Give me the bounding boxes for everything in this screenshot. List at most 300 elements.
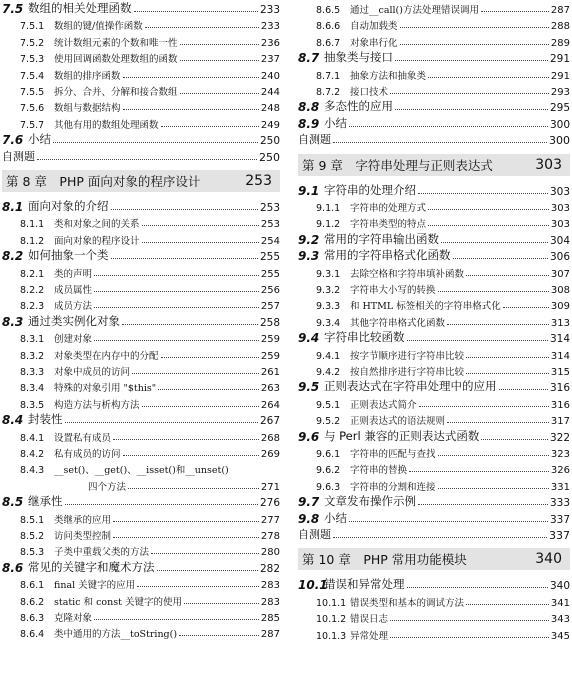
entry-number: 8.9 [298, 116, 320, 131]
entry-page: 250 [259, 150, 280, 164]
entry-title: 统计数组元素的个数和唯一性 [54, 37, 178, 49]
entry-number: 8.5.3 [20, 547, 45, 559]
entry-number: 9.3.2 [316, 285, 341, 296]
dot-leader [122, 324, 258, 325]
dot-leader [466, 275, 549, 276]
entry-page: 268 [260, 432, 280, 444]
chapter-title: 第 9 章 字符串处理与正则表达式 [302, 157, 493, 173]
entry-page: 295 [549, 102, 570, 115]
entry-title: 文章发布操作示例 [324, 494, 416, 509]
entry-page: 237 [260, 54, 280, 66]
entry-page: 289 [550, 37, 570, 49]
entry-number: 8.6 [2, 560, 24, 575]
dot-leader [390, 93, 549, 94]
entry-page: 314 [549, 333, 570, 346]
subsection-entry [2, 49, 280, 65]
entry-number: 8.6.7 [316, 37, 341, 49]
entry-number: 8.2.1 [20, 268, 45, 280]
subsection-entry [298, 346, 570, 362]
dot-leader [409, 471, 549, 472]
subsection-entry [2, 460, 280, 476]
entry-page: 306 [549, 251, 570, 264]
dot-leader [499, 389, 548, 390]
entry-page: 233 [259, 4, 280, 16]
entry-title: 对象类型在内存中的分配 [54, 350, 159, 362]
dot-leader [53, 142, 258, 143]
dot-leader [161, 357, 259, 358]
entry-title: 小结 [28, 132, 51, 147]
entry-number: 9.1 [298, 183, 320, 198]
entry-page: 303 [549, 185, 570, 198]
entry-number: 9.7 [298, 495, 320, 510]
dot-leader [94, 307, 259, 308]
entry-title: 自测题 [298, 528, 331, 541]
entry-title: 类和对象之间的关系 [54, 219, 140, 231]
entry-number: 10.1.3 [316, 630, 347, 642]
section-entry [2, 0, 280, 16]
entry-page: 240 [260, 70, 280, 82]
entry-number: 7.5.7 [20, 119, 45, 131]
self-test-entry [298, 526, 570, 542]
entry-number: 7.5.6 [20, 103, 45, 115]
entry-title: 字符串的处理方式 [350, 203, 427, 214]
entry-title: 常用的字符串格式化函数 [324, 248, 451, 263]
subsection-entry [2, 378, 280, 394]
subsection-entry [2, 592, 280, 608]
subsection-entry [2, 575, 280, 591]
entry-number: 7.5 [2, 2, 24, 16]
dot-leader [113, 521, 259, 522]
entry-page: 316 [550, 399, 570, 411]
subsection-entry [2, 624, 280, 640]
entry-number: 8.5.2 [20, 531, 45, 542]
entry-page: 341 [550, 597, 570, 609]
entry-number: 9.4.1 [316, 350, 341, 362]
chapter-heading [298, 548, 570, 570]
entry-number: 8.6.2 [20, 596, 45, 608]
section-entry [298, 231, 570, 247]
entry-title: 自测题 [298, 133, 331, 147]
entry-title: 错误日志 [350, 614, 389, 626]
subsection-entry [298, 296, 570, 312]
entry-title: 字符串的匹配与查找 [350, 449, 436, 460]
entry-page: 236 [260, 37, 280, 49]
dot-leader [134, 11, 258, 12]
entry-title: 访问类型控制 [54, 531, 112, 542]
entry-title: 继承性 [28, 494, 63, 509]
entry-page: 271 [260, 481, 280, 493]
subsection-entry [2, 329, 280, 345]
entry-page: 269 [260, 449, 280, 460]
entry-number: 8.1 [2, 200, 24, 214]
entry-number: 7.5.1 [20, 21, 45, 33]
entry-title: 去除空格和字符串填补函数 [350, 268, 465, 280]
entry-title: 数组的相关处理函数 [28, 1, 132, 15]
entry-title: 字符串比较函数 [324, 330, 405, 345]
entry-page: 248 [260, 103, 280, 115]
entry-page: 261 [260, 367, 280, 378]
dot-leader [438, 488, 549, 489]
entry-page: 253 [260, 219, 280, 231]
entry-title: 小结 [324, 115, 347, 130]
entry-title: 接口技术 [350, 87, 389, 98]
subsection-entry [2, 66, 280, 82]
entry-page: 255 [259, 251, 280, 264]
entry-title: 通过__call()方法处理错误调用 [350, 5, 479, 16]
entry-title: 四个方法 [88, 481, 127, 493]
dot-leader [390, 637, 549, 638]
chapter-title: 第 8 章 PHP 面向对象的程序设计 [6, 174, 201, 189]
entry-page: 308 [550, 285, 570, 296]
entry-number: 9.6.3 [316, 481, 341, 493]
dot-leader [151, 553, 259, 554]
entry-page: 264 [260, 399, 280, 411]
entry-page: 317 [550, 416, 570, 428]
entry-number: 8.3.2 [20, 350, 45, 362]
dot-leader [111, 209, 258, 210]
entry-page: 259 [260, 350, 280, 362]
dot-leader [466, 604, 549, 605]
subsection-entry [2, 526, 280, 542]
entry-title: 错误和异常处理 [324, 577, 405, 592]
entry-number: 9.6.2 [316, 465, 341, 477]
subsection-entry [298, 82, 570, 98]
entry-title: static 和 const 关键字的使用 [54, 596, 182, 608]
dot-leader [142, 225, 259, 226]
entry-title: 异常处理 [350, 630, 389, 642]
subsection-entry [2, 33, 280, 49]
subsection-entry [2, 264, 280, 280]
dot-leader [111, 258, 258, 259]
entry-title: 多态性的应用 [324, 99, 393, 114]
entry-number: 8.2.3 [20, 301, 45, 313]
entry-number: 8.4.1 [20, 432, 45, 444]
dot-leader [407, 587, 548, 588]
entry-page: 314 [550, 350, 570, 362]
entry-number: 7.5.2 [20, 37, 45, 49]
dot-leader [466, 373, 549, 374]
entry-number: 7.5.5 [20, 87, 45, 98]
entry-title: 克隆对象 [54, 613, 93, 624]
dot-leader [128, 488, 259, 489]
entry-number: 7.6 [2, 133, 24, 148]
entry-page: 250 [259, 135, 280, 148]
entry-page: 340 [549, 580, 570, 593]
entry-title: 创建对象 [54, 334, 93, 346]
entry-number: 8.8 [298, 100, 320, 115]
subsection-entry [298, 33, 570, 49]
entry-page: 257 [260, 301, 280, 313]
entry-title: 小结 [324, 510, 347, 525]
entry-title: 字符串的替换 [350, 465, 408, 477]
entry-page: 343 [550, 614, 570, 626]
section-entry [298, 247, 570, 263]
dot-leader [419, 406, 549, 407]
dot-leader [180, 44, 259, 45]
entry-page: 291 [549, 53, 570, 66]
entry-title: 成员属性 [54, 285, 93, 296]
self-test-entry [298, 131, 570, 147]
entry-page: 278 [260, 531, 280, 542]
entry-number: 10.1.2 [316, 614, 347, 626]
entry-number: 8.4.3 [20, 465, 45, 477]
entry-number: 9.4.2 [316, 367, 341, 378]
entry-title: 错误类型和基本的调试方法 [350, 597, 465, 609]
entry-page: 300 [549, 118, 570, 131]
entry-page: 300 [549, 134, 570, 148]
dot-leader [65, 504, 258, 505]
dot-leader [481, 439, 548, 440]
entry-number: 8.5 [2, 495, 24, 510]
entry-page: 337 [549, 529, 570, 542]
entry-number: 8.6.3 [20, 613, 45, 624]
entry-page: 283 [260, 596, 280, 608]
dot-leader [37, 159, 257, 160]
dot-leader [142, 406, 259, 407]
entry-page: 283 [260, 580, 280, 592]
subsection-entry [2, 362, 280, 378]
entry-number: 9.4 [298, 331, 320, 346]
dot-leader [466, 357, 549, 358]
entry-title: 字符串类型的特点 [350, 219, 427, 231]
subsection-entry [2, 608, 280, 624]
entry-title: 抽象方法和抽象类 [350, 70, 427, 82]
entry-page: 303 [550, 219, 570, 231]
dot-leader [123, 77, 259, 78]
dot-leader [481, 11, 549, 12]
section-entry [298, 182, 570, 198]
entry-title: 按自然排序进行字符串比较 [350, 367, 465, 378]
section-entry [2, 131, 280, 147]
entry-page: 244 [260, 87, 280, 98]
entry-page: 337 [549, 513, 570, 526]
entry-page: 254 [260, 235, 280, 247]
section-entry [298, 493, 570, 509]
subsection-entry [298, 395, 570, 411]
entry-page: 303 [550, 203, 570, 214]
chapter-heading [2, 170, 280, 192]
dot-leader [123, 455, 259, 456]
entry-number: 8.3 [2, 314, 24, 329]
subsection-entry [2, 444, 280, 460]
entry-page: 280 [260, 547, 280, 559]
entry-number: 8.7 [298, 51, 320, 66]
entry-page: 233 [260, 21, 280, 33]
subsection-entry [2, 82, 280, 98]
entry-page: 249 [260, 119, 280, 131]
entry-title: 封装性 [28, 412, 63, 427]
entry-number: 9.1.1 [316, 203, 341, 214]
entry-title: 使用回调函数处理数组的函数 [54, 54, 178, 66]
dot-leader [503, 307, 549, 308]
entry-title: 常见的关键字和魔术方法 [28, 559, 155, 574]
entry-title: 正则表达式的语法规则 [350, 416, 446, 428]
entry-page: 293 [550, 87, 570, 98]
chapter-title: 第 10 章 PHP 常用功能模块 [302, 552, 467, 568]
entry-number: 8.5.1 [20, 514, 45, 526]
subsection-entry [298, 0, 570, 16]
dot-leader [418, 504, 548, 505]
subsection-entry [298, 609, 570, 625]
entry-page: 345 [550, 630, 570, 642]
subsection-entry [2, 98, 280, 114]
dot-leader [441, 242, 548, 243]
section-entry [298, 98, 570, 114]
subsection-entry [298, 460, 570, 476]
section-entry [2, 411, 280, 427]
entry-title: 构造方法与析构方法 [54, 399, 140, 411]
entry-title: 常用的字符串输出函数 [324, 231, 439, 246]
subsection-entry [2, 510, 280, 526]
dot-leader [400, 44, 549, 45]
entry-title: 私有成员的访问 [54, 449, 121, 460]
dot-leader [447, 324, 549, 325]
entry-page: 333 [549, 497, 570, 510]
subsection-entry [298, 626, 570, 642]
subsection-entry [2, 296, 280, 312]
entry-title: 类的声明 [54, 268, 93, 280]
entry-number: 8.3.1 [20, 334, 45, 346]
subsection-entry [2, 214, 280, 230]
subsection-entry [2, 16, 280, 32]
entry-title: 自动加载类 [350, 21, 398, 33]
entry-number: 8.1.2 [20, 235, 45, 247]
entry-page: 326 [550, 465, 570, 477]
entry-title: 其他字符串格式化函数 [350, 317, 446, 329]
dot-leader [184, 603, 259, 604]
entry-page: 282 [259, 562, 280, 575]
entry-page: 259 [260, 334, 280, 346]
dot-leader [142, 242, 259, 243]
entry-title: final 关键字的应用 [54, 580, 136, 592]
section-entry [2, 198, 280, 214]
entry-page: 288 [550, 21, 570, 33]
subsection-entry [298, 444, 570, 460]
entry-number: 8.2.2 [20, 285, 45, 296]
entry-number: 10.1 [298, 578, 328, 593]
entry-number: 9.5.2 [316, 416, 341, 428]
section-entry [2, 559, 280, 575]
section-entry [2, 247, 280, 263]
entry-number: 8.6.1 [20, 580, 45, 592]
dot-leader [349, 126, 548, 127]
subsection-entry [2, 428, 280, 444]
entry-title: 抽象类与接口 [324, 50, 393, 65]
subsection-entry [2, 346, 280, 362]
dot-leader [158, 389, 259, 390]
subsection-entry [2, 231, 280, 247]
dot-leader [113, 537, 259, 538]
entry-page: 309 [550, 301, 570, 313]
entry-page: 287 [550, 5, 570, 16]
entry-page: 313 [550, 317, 570, 329]
entry-number: 8.6.4 [20, 629, 45, 641]
subsection-entry [298, 477, 570, 493]
subsection-entry [298, 280, 570, 296]
entry-page: 307 [550, 268, 570, 280]
entry-page: 267 [259, 415, 280, 428]
entry-title: 通过类实例化对象 [28, 313, 120, 328]
entry-number: 9.3.4 [316, 317, 341, 329]
section-entry [298, 115, 570, 131]
entry-page: 255 [260, 268, 280, 280]
entry-page: 253 [259, 202, 280, 214]
chapter-heading [298, 154, 570, 176]
dot-leader [132, 373, 259, 374]
dot-leader [94, 340, 259, 341]
entry-title: 对象中成员的访问 [54, 367, 131, 378]
dot-leader [438, 291, 549, 292]
subsection-entry [298, 593, 570, 609]
dot-leader [94, 275, 259, 276]
section-entry [298, 378, 570, 394]
entry-page: 291 [550, 70, 570, 82]
entry-number: 8.7.2 [316, 87, 341, 98]
section-entry [298, 329, 570, 345]
subsection-entry [298, 198, 570, 214]
entry-title: 设置私有成员 [54, 432, 112, 444]
entry-number: 9.2 [298, 232, 320, 247]
entry-title: 子类中重载父类的方法 [54, 547, 150, 559]
subsection-entry [2, 542, 280, 558]
entry-number: 8.1.1 [20, 219, 45, 231]
entry-title: 字符串大小写的转换 [350, 285, 436, 296]
dot-leader [418, 193, 548, 194]
entry-number: 7.5.4 [20, 70, 45, 82]
entry-number: 8.6.6 [316, 21, 341, 33]
entry-page: 287 [260, 629, 280, 641]
entry-page: 263 [260, 383, 280, 395]
dot-leader [65, 422, 258, 423]
subsection-entry [2, 280, 280, 296]
entry-number: 8.3.5 [20, 399, 45, 411]
entry-title: 正则表达式在字符串处理中的应用 [324, 379, 497, 394]
entry-title: 拆分、合并、分解和接合数组 [54, 87, 178, 98]
dot-leader [390, 620, 549, 621]
subsection-entry [298, 66, 570, 82]
dot-leader [395, 60, 548, 61]
dot-leader [145, 27, 259, 28]
dot-leader [113, 439, 259, 440]
entry-title: 数组的键/值操作函数 [54, 21, 143, 33]
entry-number: 8.7.1 [316, 70, 341, 82]
entry-number: 9.6.1 [316, 449, 341, 460]
entry-number: 8.4.2 [20, 449, 45, 460]
entry-title: 按字节顺序进行字符串比较 [350, 350, 465, 362]
dot-leader [395, 109, 548, 110]
entry-page: 285 [260, 613, 280, 624]
entry-page: 323 [550, 449, 570, 460]
entry-number: 8.6.5 [316, 5, 341, 16]
subsection-entry [298, 16, 570, 32]
dot-leader [428, 209, 549, 210]
entry-title: 类中通用的方法__toString() [54, 629, 178, 641]
entry-number: 9.6 [298, 429, 320, 444]
subsection-entry [2, 395, 280, 411]
entry-number: 8.3.4 [20, 383, 45, 395]
subsection-entry [2, 115, 280, 131]
subsection-entry [298, 214, 570, 230]
dot-leader [438, 455, 549, 456]
entry-title: 类继承的应用 [54, 514, 112, 526]
entry-page: 315 [550, 367, 570, 378]
entry-title: 特殊的对象引用 "$this" [54, 383, 157, 395]
section-entry [298, 428, 570, 444]
dot-leader [180, 93, 259, 94]
chapter-page: 253 [245, 173, 272, 189]
dot-leader [428, 77, 549, 78]
dot-leader [400, 27, 549, 28]
